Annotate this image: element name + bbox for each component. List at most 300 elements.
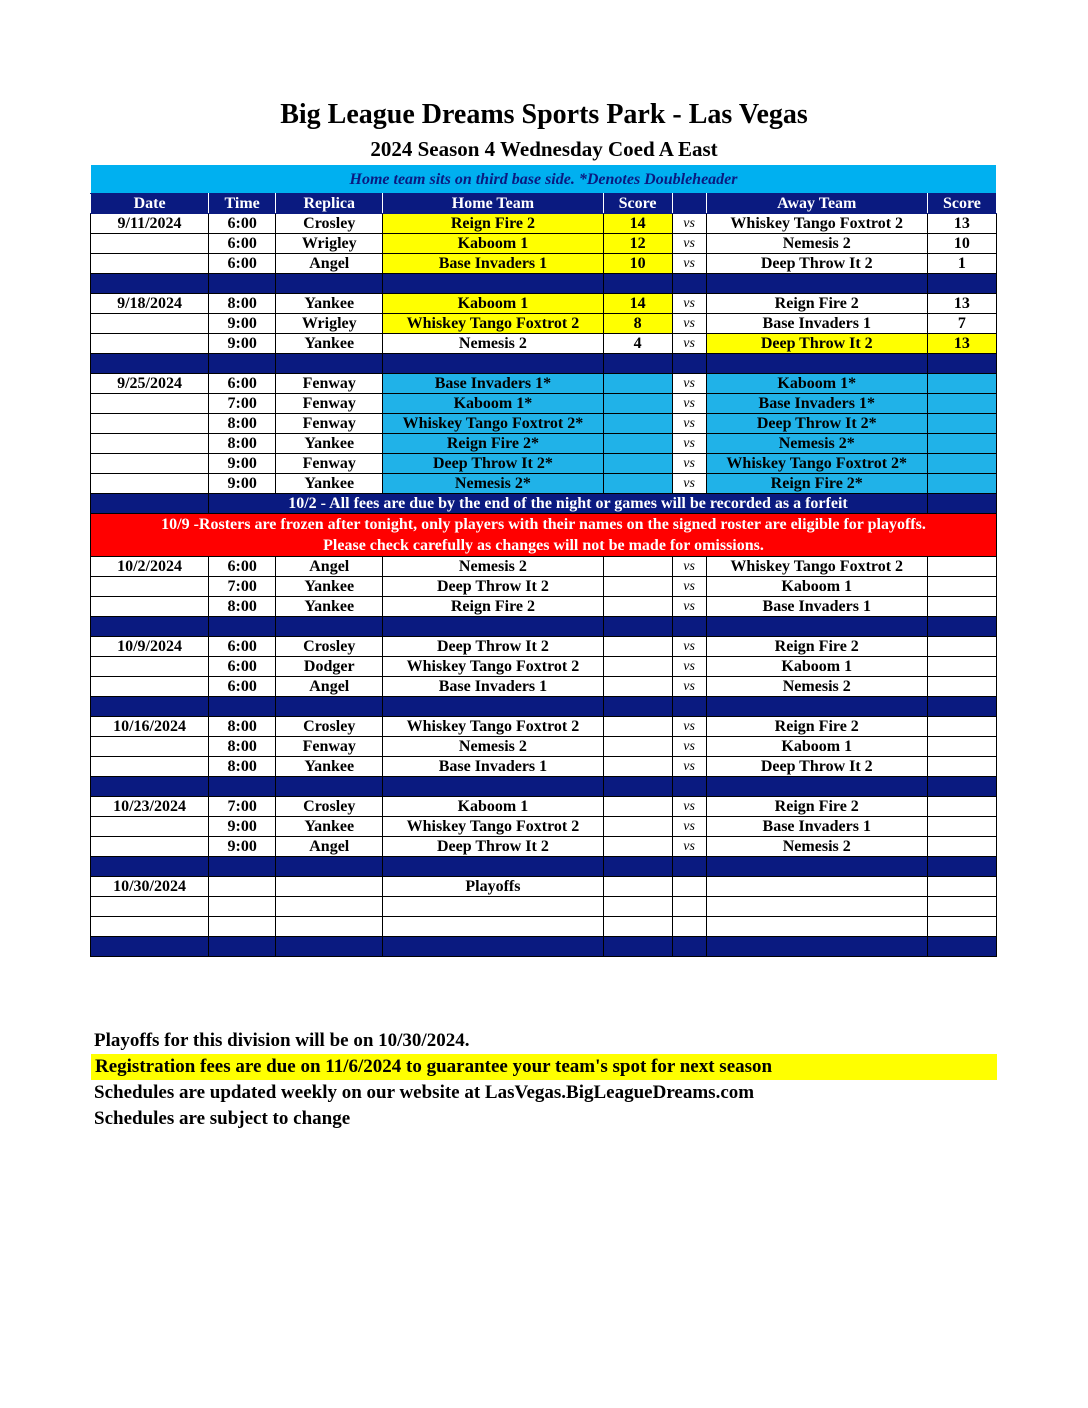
game-row [91,414,997,434]
vs-label: vs [672,837,706,857]
home-team-cell: Kaboom 1 [383,234,603,254]
home-score-cell [603,414,672,434]
home-team-cell: Whiskey Tango Foxtrot 2 [383,817,603,837]
field-cell: Angel [276,677,383,697]
home-team-cell: Whiskey Tango Foxtrot 2 [383,717,603,737]
away-score-cell [927,577,996,597]
divider-cell [276,857,383,877]
divider-cell [706,354,927,374]
field-cell: Crosley [276,717,383,737]
divider-cell [706,937,927,957]
home-team-cell: Whiskey Tango Foxtrot 2* [383,414,603,434]
away-score-cell [927,717,996,737]
game-row [91,254,997,274]
divider-cell [383,777,603,797]
date-cell: 10/30/2024 [91,877,209,897]
away-score-cell [927,434,996,454]
game-row [91,454,997,474]
divider-cell [672,274,706,294]
game-row [91,737,997,757]
page-subtitle: 2024 Season 4 Wednesday Coed A East [370,137,718,161]
away-team-cell [706,897,927,917]
field-cell: Wrigley [276,234,383,254]
away-score-cell [927,637,996,657]
divider-cell [209,697,276,717]
game-row [91,434,997,454]
time-cell: 8:00 [209,737,276,757]
home-team-cell: Whiskey Tango Foxtrot 2 [383,314,603,334]
vs-label [672,917,706,937]
header-away-score: Score [927,194,996,214]
divider-cell [706,617,927,637]
change-note: Schedules are subject to change [94,1108,351,1129]
game-row [91,474,997,494]
divider-cell [209,937,276,957]
header-away-team: Away Team [706,194,927,214]
time-cell: 6:00 [209,557,276,577]
time-cell: 6:00 [209,234,276,254]
time-cell [209,917,276,937]
website-note: Schedules are updated weekly on our website at LasVegas.BigLeagueDreams.com [94,1082,755,1103]
date-cell [91,917,209,937]
home-score-cell [603,577,672,597]
date-cell [91,454,209,474]
home-score-cell [603,717,672,737]
divider-cell [209,857,276,877]
time-cell: 7:00 [209,797,276,817]
home-score-cell: 8 [603,314,672,334]
divider-cell [91,494,209,514]
home-score-cell [603,374,672,394]
vs-label: vs [672,637,706,657]
away-team-cell: Base Invaders 1* [706,394,927,414]
date-cell [91,597,209,617]
game-row [91,374,997,394]
away-score-cell: 7 [927,314,996,334]
page-title: Big League Dreams Sports Park - Las Vegas [280,99,808,130]
field-cell: Angel [276,254,383,274]
away-score-cell [927,817,996,837]
away-team-cell: Whiskey Tango Foxtrot 2* [706,454,927,474]
roster-alert-line1: 10/9 -Rosters are frozen after tonight, only players with their names on the signed roster are eligible for playoffs. [161,516,926,533]
time-cell [209,877,276,897]
home-team-cell: Playoffs [383,877,603,897]
away-score-cell [927,797,996,817]
home-score-cell: 12 [603,234,672,254]
divider-cell [383,617,603,637]
game-row [91,677,997,697]
fees-note-row [91,494,997,514]
vs-label: vs [672,314,706,334]
date-cell [91,474,209,494]
game-row [91,294,997,314]
game-row [91,234,997,254]
vs-label: vs [672,214,706,234]
divider-cell [927,494,996,514]
vs-label: vs [672,817,706,837]
divider-cell [672,617,706,637]
divider-cell [209,617,276,637]
vs-label [672,897,706,917]
vs-label: vs [672,434,706,454]
away-score-cell [927,677,996,697]
vs-label: vs [672,474,706,494]
away-score-cell: 13 [927,214,996,234]
home-score-cell [603,597,672,617]
divider-cell [603,777,672,797]
away-team-cell: Nemesis 2* [706,434,927,454]
date-cell [91,577,209,597]
date-cell: 9/25/2024 [91,374,209,394]
divider-cell [276,777,383,797]
vs-label: vs [672,577,706,597]
vs-label: vs [672,737,706,757]
game-row [91,757,997,777]
home-team-cell [383,897,603,917]
home-score-cell [603,757,672,777]
divider-cell [276,937,383,957]
divider-cell [706,274,927,294]
divider-cell [672,777,706,797]
roster-alert-line2: Please check carefully as changes will not be made for omissions. [323,537,764,554]
time-cell: 8:00 [209,597,276,617]
time-cell: 9:00 [209,454,276,474]
away-team-cell: Deep Throw It 2 [706,254,927,274]
divider-cell [383,274,603,294]
away-team-cell: Deep Throw It 2* [706,414,927,434]
home-score-cell: 10 [603,254,672,274]
away-team-cell: Deep Throw It 2 [706,334,927,354]
divider-cell [706,777,927,797]
date-cell [91,897,209,917]
divider-cell [927,777,996,797]
vs-label: vs [672,717,706,737]
vs-label: vs [672,597,706,617]
home-team-cell: Nemesis 2 [383,737,603,757]
away-team-cell: Reign Fire 2 [706,637,927,657]
time-cell: 6:00 [209,214,276,234]
divider-cell [706,857,927,877]
divider-cell [603,697,672,717]
divider-cell [383,354,603,374]
divider-cell [209,274,276,294]
home-team-cell: Whiskey Tango Foxtrot 2 [383,657,603,677]
game-row [91,577,997,597]
away-team-cell: Whiskey Tango Foxtrot 2 [706,557,927,577]
game-row [91,597,997,617]
vs-label: vs [672,294,706,314]
home-score-cell: 4 [603,334,672,354]
home-team-cell: Nemesis 2 [383,557,603,577]
home-team-cell: Reign Fire 2 [383,214,603,234]
home-team-cell: Deep Throw It 2 [383,837,603,857]
vs-label: vs [672,454,706,474]
away-team-cell: Base Invaders 1 [706,817,927,837]
home-team-cell: Kaboom 1 [383,797,603,817]
time-cell: 6:00 [209,254,276,274]
game-row [91,214,997,234]
vs-label: vs [672,797,706,817]
vs-label: vs [672,414,706,434]
home-team-cell: Reign Fire 2* [383,434,603,454]
time-cell: 6:00 [209,637,276,657]
date-cell [91,817,209,837]
home-team-cell [383,917,603,937]
divider-cell [927,937,996,957]
divider-cell [672,857,706,877]
field-cell: Yankee [276,817,383,837]
field-cell [276,897,383,917]
header-time: Time [209,194,276,214]
home-score-cell [603,474,672,494]
home-team-cell: Kaboom 1* [383,394,603,414]
time-cell: 6:00 [209,657,276,677]
divider-cell [706,697,927,717]
time-cell: 8:00 [209,414,276,434]
away-score-cell [927,414,996,434]
divider-cell [927,354,996,374]
divider-cell [603,937,672,957]
field-cell: Fenway [276,737,383,757]
divider-cell [927,617,996,637]
week-divider [91,697,997,717]
home-team-cell: Base Invaders 1* [383,374,603,394]
time-cell: 8:00 [209,717,276,737]
date-cell [91,414,209,434]
vs-label: vs [672,234,706,254]
away-score-cell: 10 [927,234,996,254]
vs-label: vs [672,254,706,274]
week-divider [91,274,997,294]
divider-cell [276,274,383,294]
time-cell: 9:00 [209,474,276,494]
header-vs [672,194,706,214]
field-cell: Yankee [276,757,383,777]
time-cell: 8:00 [209,757,276,777]
vs-label: vs [672,334,706,354]
away-score-cell [927,454,996,474]
home-score-cell [603,917,672,937]
home-score-cell: 14 [603,214,672,234]
away-team-cell: Reign Fire 2 [706,717,927,737]
registration-note: Registration fees are due on 11/6/2024 to guarantee your team's spot for next season [91,1054,997,1080]
home-score-cell [603,454,672,474]
game-row [91,797,997,817]
divider-cell [91,617,209,637]
divider-cell [603,354,672,374]
field-cell: Dodger [276,657,383,677]
away-team-cell: Nemesis 2 [706,837,927,857]
divider-cell [383,937,603,957]
divider-cell [276,354,383,374]
roster-alert [91,514,997,557]
home-score-cell [603,737,672,757]
divider-cell [603,617,672,637]
fees-note: 10/2 - All fees are due by the end of the night or games will be recorded as a forfeit [209,494,928,514]
date-cell: 10/16/2024 [91,717,209,737]
away-team-cell: Deep Throw It 2 [706,757,927,777]
divider-cell [276,697,383,717]
away-score-cell [927,737,996,757]
away-team-cell: Reign Fire 2* [706,474,927,494]
away-team-cell: Kaboom 1 [706,737,927,757]
date-cell [91,737,209,757]
vs-label: vs [672,757,706,777]
date-cell: 10/9/2024 [91,637,209,657]
week-divider [91,617,997,637]
away-score-cell: 13 [927,294,996,314]
vs-label: vs [672,677,706,697]
field-cell: Crosley [276,797,383,817]
away-team-cell: Nemesis 2 [706,234,927,254]
date-cell [91,334,209,354]
divider-cell [91,937,209,957]
home-score-cell [603,797,672,817]
field-cell: Angel [276,837,383,857]
header-replica: Replica [276,194,383,214]
divider-cell [276,617,383,637]
divider-cell [209,777,276,797]
divider-cell [672,937,706,957]
header-home-team: Home Team [383,194,603,214]
field-cell: Fenway [276,414,383,434]
field-cell: Yankee [276,434,383,454]
away-score-cell [927,557,996,577]
away-score-cell [927,757,996,777]
week-divider [91,354,997,374]
field-cell: Crosley [276,214,383,234]
game-row [91,334,997,354]
divider-cell [383,857,603,877]
time-cell: 8:00 [209,294,276,314]
date-cell [91,677,209,697]
field-cell: Fenway [276,394,383,414]
away-team-cell: Base Invaders 1 [706,597,927,617]
vs-label [672,877,706,897]
time-cell: 6:00 [209,677,276,697]
date-cell [91,757,209,777]
roster-alert-row [91,514,997,557]
divider-cell [927,697,996,717]
week-divider [91,937,997,957]
game-row [91,817,997,837]
game-row [91,877,997,897]
field-cell: Yankee [276,334,383,354]
divider-cell [383,697,603,717]
vs-label: vs [672,394,706,414]
field-cell: Fenway [276,454,383,474]
divider-cell [91,857,209,877]
away-score-cell [927,837,996,857]
home-score-cell [603,677,672,697]
divider-cell [927,274,996,294]
date-cell [91,314,209,334]
time-cell: 9:00 [209,817,276,837]
vs-label: vs [672,374,706,394]
divider-cell [927,857,996,877]
date-cell [91,234,209,254]
field-cell: Wrigley [276,314,383,334]
header-home-score: Score [603,194,672,214]
home-team-cell: Reign Fire 2 [383,597,603,617]
game-row [91,717,997,737]
time-cell: 8:00 [209,434,276,454]
divider-cell [91,274,209,294]
divider-cell [91,777,209,797]
divider-cell [603,857,672,877]
divider-cell [91,697,209,717]
home-score-cell [603,394,672,414]
date-cell: 10/23/2024 [91,797,209,817]
vs-label: vs [672,657,706,677]
time-cell: 6:00 [209,374,276,394]
date-cell [91,254,209,274]
away-score-cell: 13 [927,334,996,354]
playoffs-note: Playoffs for this division will be on 10/30/2024. [94,1030,470,1051]
away-team-cell: Kaboom 1* [706,374,927,394]
time-cell: 9:00 [209,334,276,354]
game-row [91,394,997,414]
field-cell [276,917,383,937]
game-row [91,557,997,577]
home-team-banner: Home team sits on third base side. *Denotes Doubleheader [91,165,996,193]
home-team-cell: Deep Throw It 2 [383,577,603,597]
away-team-cell: Nemesis 2 [706,677,927,697]
date-cell [91,657,209,677]
home-score-cell [603,557,672,577]
field-cell: Crosley [276,637,383,657]
date-cell [91,434,209,454]
away-team-cell: Whiskey Tango Foxtrot 2 [706,214,927,234]
home-score-cell [603,897,672,917]
away-team-cell [706,917,927,937]
away-team-cell [706,877,927,897]
divider-cell [672,354,706,374]
date-cell: 9/11/2024 [91,214,209,234]
game-row [91,637,997,657]
game-row [91,657,997,677]
home-score-cell: 14 [603,294,672,314]
away-team-cell: Reign Fire 2 [706,797,927,817]
home-team-cell: Nemesis 2 [383,334,603,354]
vs-label: vs [672,557,706,577]
schedule-table [90,193,997,957]
away-score-cell [927,877,996,897]
time-cell: 7:00 [209,577,276,597]
date-cell: 10/2/2024 [91,557,209,577]
home-team-cell: Nemesis 2* [383,474,603,494]
game-row [91,897,997,917]
date-cell [91,394,209,414]
game-row [91,917,997,937]
away-score-cell [927,474,996,494]
week-divider [91,857,997,877]
home-team-cell: Deep Throw It 2* [383,454,603,474]
home-team-cell: Base Invaders 1 [383,757,603,777]
home-score-cell [603,877,672,897]
home-score-cell [603,657,672,677]
field-cell: Fenway [276,374,383,394]
divider-cell [209,354,276,374]
field-cell: Yankee [276,294,383,314]
divider-cell [672,697,706,717]
home-score-cell [603,434,672,454]
header-date: Date [91,194,209,214]
table-header [91,194,997,214]
time-cell: 9:00 [209,837,276,857]
divider-cell [91,354,209,374]
time-cell: 7:00 [209,394,276,414]
